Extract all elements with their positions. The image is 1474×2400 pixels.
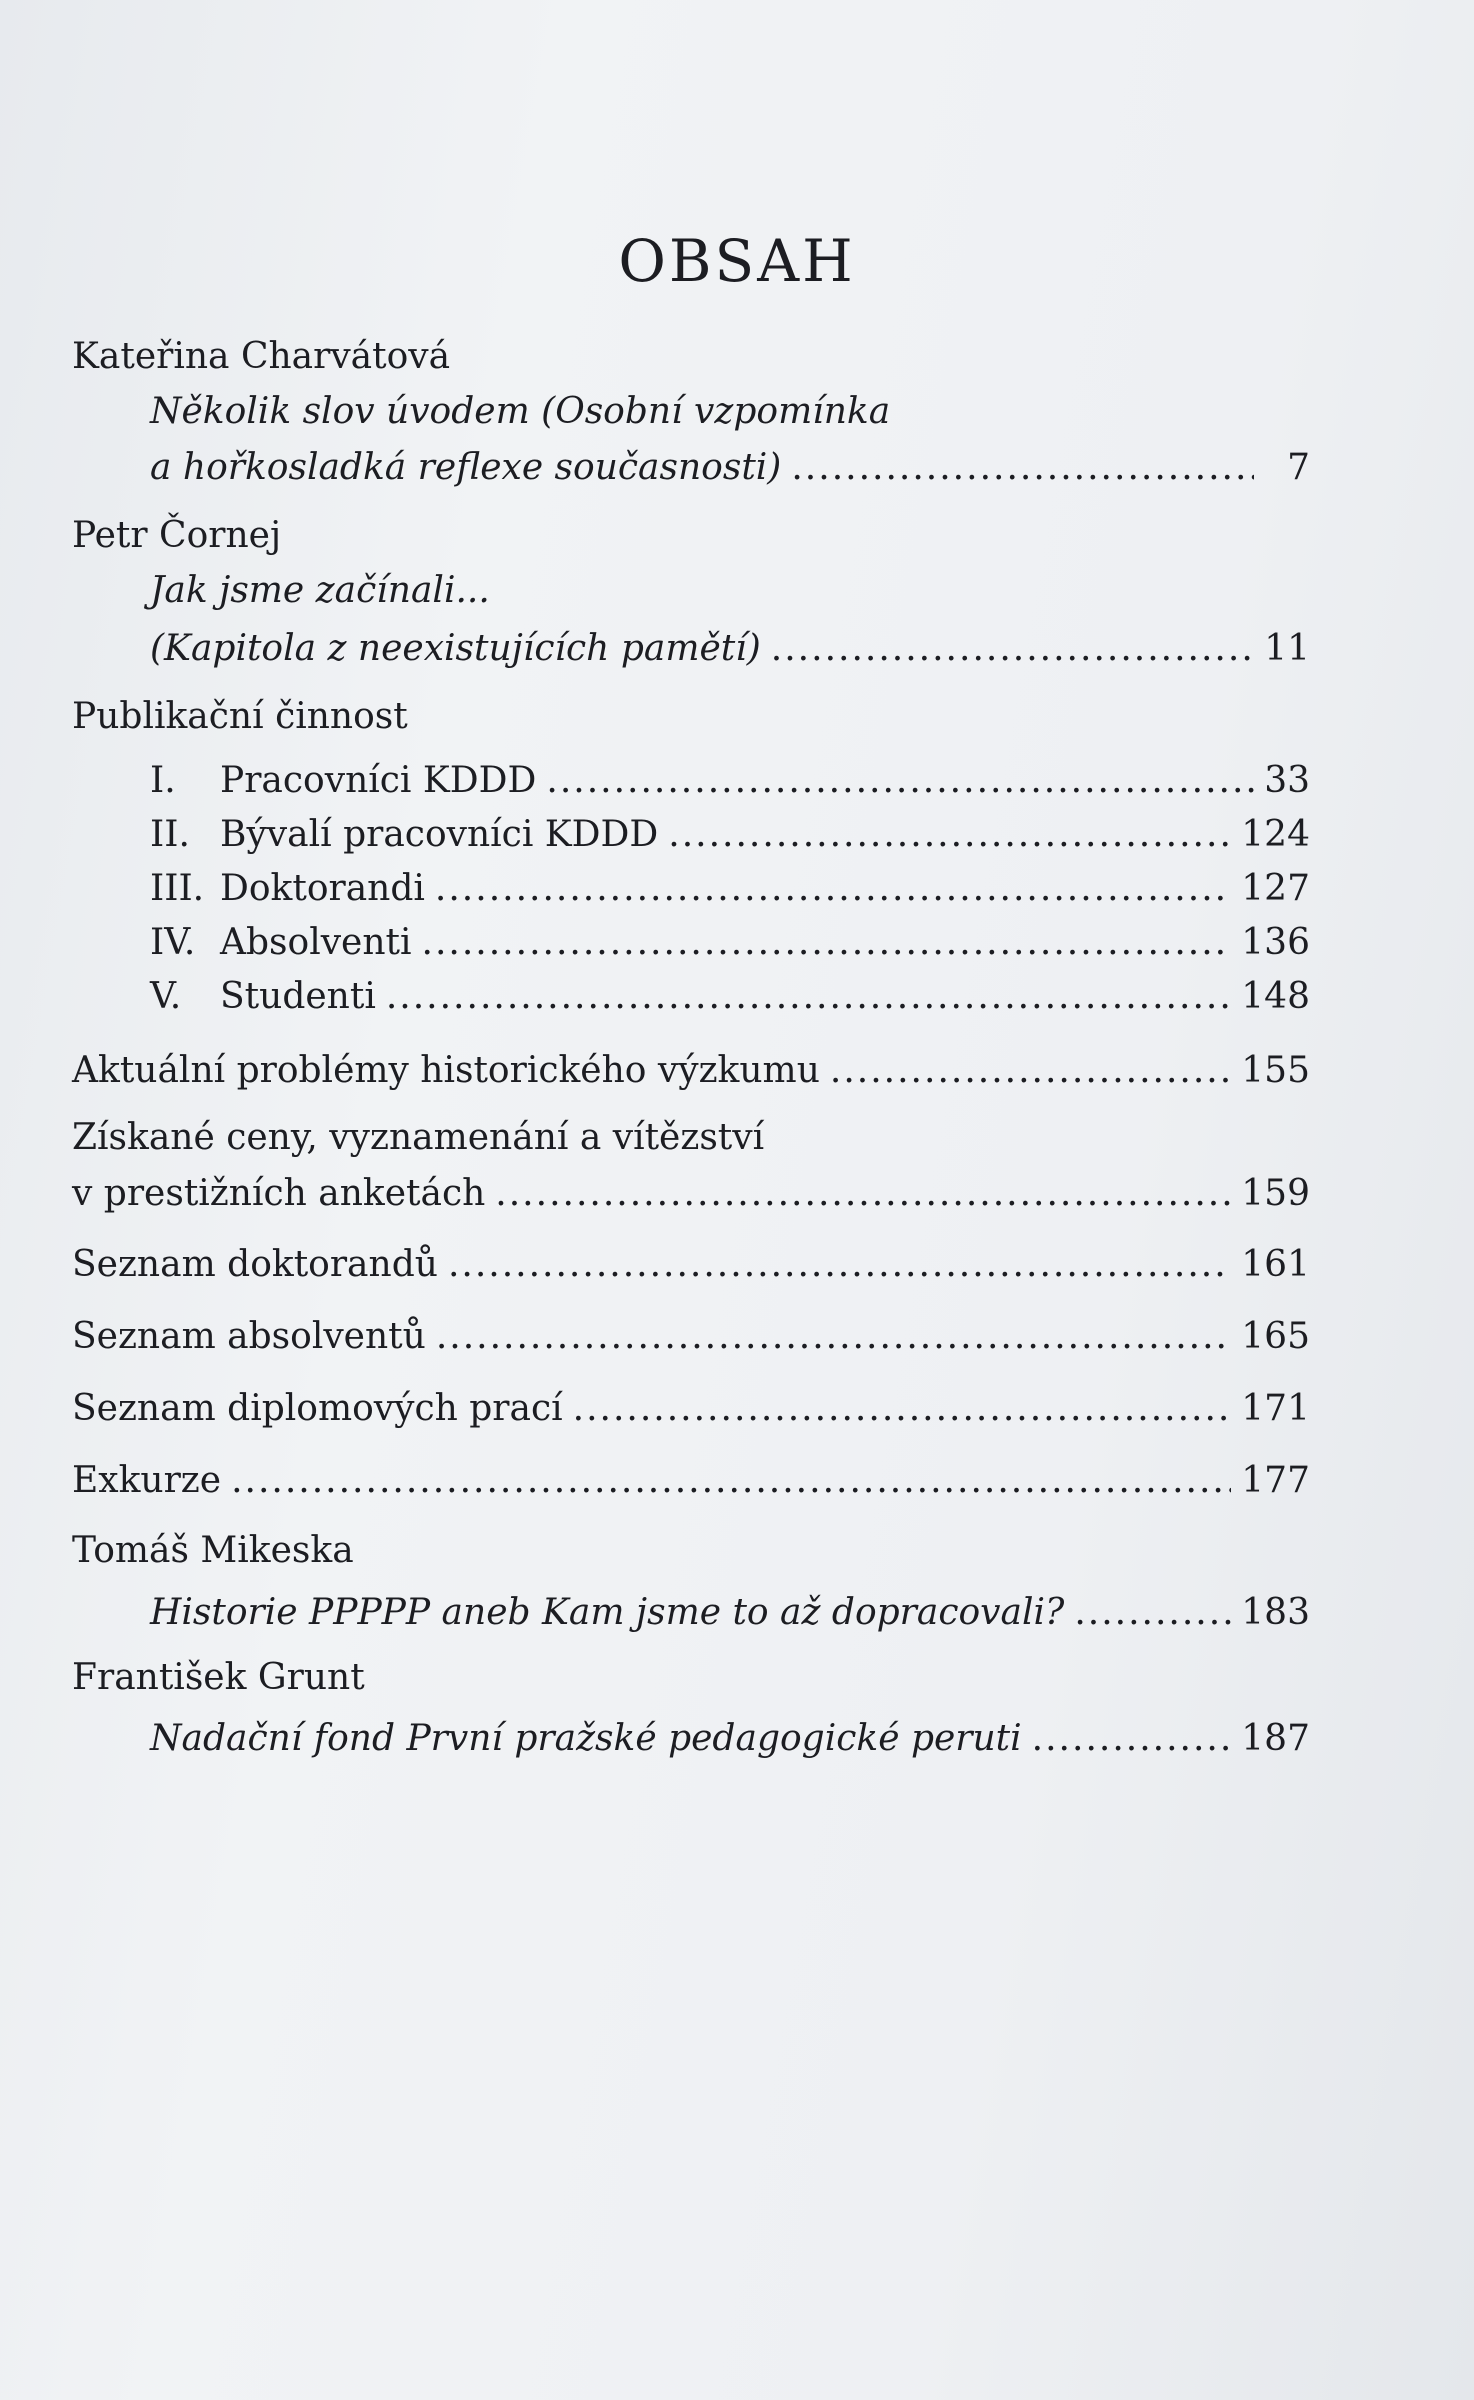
page-number: 127: [1241, 868, 1310, 909]
page-number: 177: [1241, 1460, 1310, 1501]
dot-leader: [791, 443, 1254, 493]
table-of-contents: [72, 0, 1310, 2400]
toc-author: Petr Čornej: [72, 515, 282, 556]
toc-entry-text: Seznam absolventů: [72, 1316, 426, 1357]
toc-entry-text: Seznam diplomových prací: [72, 1388, 563, 1429]
page-number: 159: [1241, 1173, 1310, 1214]
dot-leader: [668, 810, 1231, 860]
toc-entry-text: Absolventi: [220, 922, 412, 963]
toc-author: Tomáš Mikeska: [72, 1530, 354, 1571]
toc-entry: [72, 1240, 1310, 1290]
toc-entry-text: Historie PPPPP aneb Kam jsme to až dopracovali?: [150, 1592, 1065, 1633]
toc-entry: [72, 1169, 1310, 1219]
page-number: 171: [1241, 1388, 1310, 1429]
page-number: 155: [1241, 1050, 1310, 1091]
toc-section-heading: Publikační činnost: [72, 696, 408, 737]
toc-entry-label: [150, 972, 376, 1022]
toc-title-line: Několik slov úvodem (Osobní vzpomínka: [150, 391, 891, 432]
toc-entry: [72, 624, 1310, 674]
toc-entry: [72, 810, 1310, 860]
roman-numeral: IV.: [150, 922, 196, 963]
dot-leader: [771, 624, 1254, 674]
page-number: 33: [1264, 760, 1310, 801]
toc-entry-label: [150, 918, 412, 968]
toc-entry-label: [150, 864, 425, 914]
toc-entry: [72, 1588, 1310, 1638]
toc-entry-text: Aktuální problémy historického výzkumu: [72, 1050, 820, 1091]
toc-entry-text: v prestižních anketách: [72, 1173, 486, 1214]
page-number: 161: [1241, 1244, 1310, 1285]
page-number: 165: [1241, 1316, 1310, 1357]
page-title: OBSAH: [618, 226, 856, 295]
toc-entry: [72, 1312, 1310, 1362]
dot-leader: [448, 1240, 1231, 1290]
dot-leader: [830, 1046, 1231, 1096]
page-number: 11: [1264, 628, 1310, 669]
toc-entry: [72, 918, 1310, 968]
toc-entry-text: Seznam doktorandů: [72, 1244, 438, 1285]
dot-leader: [436, 1312, 1231, 1362]
dot-leader: [422, 918, 1232, 968]
toc-entry-text: Bývalí pracovníci KDDD: [220, 814, 659, 855]
toc-entry: [72, 756, 1310, 806]
toc-entry-text: Pracovníci KDDD: [220, 760, 537, 801]
dot-leader: [1074, 1588, 1231, 1638]
toc-author: František Grunt: [72, 1657, 365, 1698]
dot-leader: [495, 1169, 1231, 1219]
page-number: 124: [1241, 814, 1310, 855]
toc-entry-label: [150, 756, 536, 806]
roman-numeral: V.: [150, 976, 182, 1017]
toc-title-line: Získané ceny, vyznamenání a vítězství: [72, 1117, 765, 1158]
toc-title-line: a hořkosladká reflexe současnosti): [150, 447, 782, 488]
page-number: 7: [1287, 447, 1310, 488]
page-number: 187: [1241, 1718, 1310, 1759]
toc-entry-text: Exkurze: [72, 1460, 222, 1501]
dot-leader: [573, 1384, 1232, 1434]
roman-numeral: III.: [150, 868, 205, 909]
toc-entry-label: [150, 810, 658, 860]
toc-entry-text: Studenti: [220, 976, 376, 1017]
toc-entry-text: Nadační fond První pražské pedagogické peruti: [150, 1718, 1022, 1759]
page-number: 136: [1241, 922, 1310, 963]
dot-leader: [435, 864, 1231, 914]
toc-entry: [72, 1384, 1310, 1434]
page-number: 148: [1241, 976, 1310, 1017]
toc-entry: [72, 443, 1310, 493]
dot-leader: [1032, 1714, 1232, 1764]
toc-entry-text: Doktorandi: [220, 868, 425, 909]
page-number: 183: [1241, 1592, 1310, 1633]
dot-leader: [386, 972, 1231, 1022]
roman-numeral: I.: [150, 760, 176, 801]
toc-title-line: Jak jsme začínali...: [150, 570, 490, 611]
toc-entry: [72, 1456, 1310, 1506]
toc-entry: [72, 972, 1310, 1022]
dot-leader: [546, 756, 1254, 806]
toc-entry: [72, 1714, 1310, 1764]
dot-leader: [231, 1456, 1231, 1506]
toc-title-line: (Kapitola z neexistujících pamětí): [150, 628, 761, 669]
toc-entry: [72, 864, 1310, 914]
toc-entry: [72, 1046, 1310, 1096]
toc-author: Kateřina Charvátová: [72, 336, 451, 377]
roman-numeral: II.: [150, 814, 190, 855]
